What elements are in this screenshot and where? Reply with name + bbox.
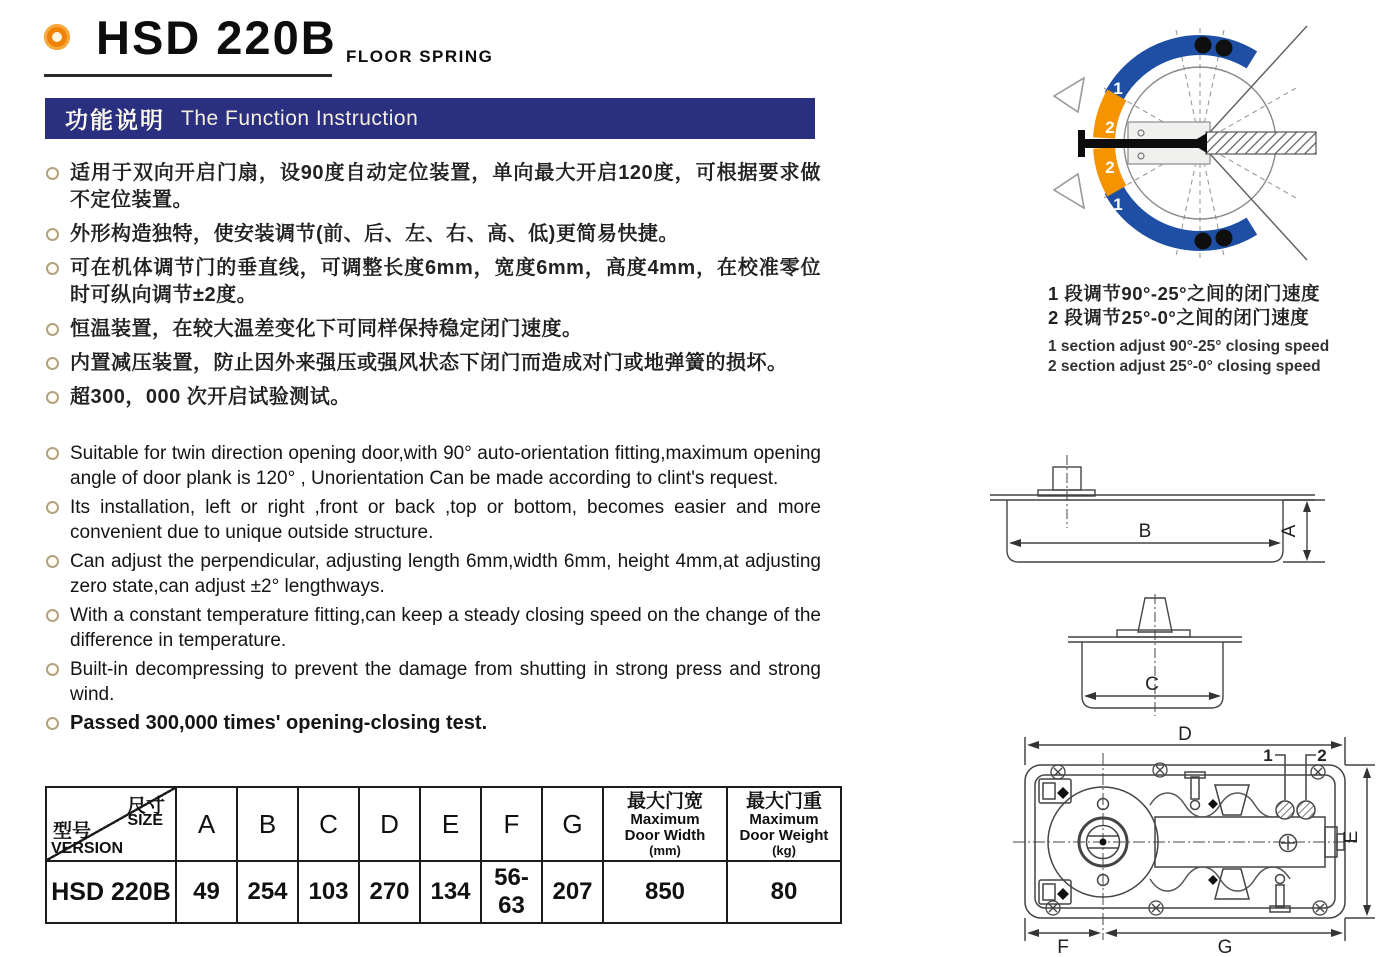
screw-marks — [1057, 787, 1218, 900]
closing-speed-diagram — [1020, 12, 1380, 274]
bullet-ring-icon — [46, 555, 59, 568]
column-header: F — [481, 787, 542, 861]
caption-en-1: 1 section adjust 90°-25° closing speed — [1048, 338, 1330, 355]
bullet-ring-icon — [46, 717, 59, 730]
column-header: B — [237, 787, 298, 861]
feature-text: 超300，000 次开启试验测试。 — [70, 386, 351, 408]
dim-value-f: 56-63 — [481, 861, 542, 923]
list-item — [45, 255, 821, 309]
side-view-drawing — [985, 450, 1385, 578]
function-instruction-bar — [45, 98, 815, 139]
dim-value-c: 103 — [298, 861, 359, 923]
features-list-en — [45, 441, 821, 740]
max-door-weight-header — [727, 787, 841, 861]
dim-e-label: E — [1341, 830, 1362, 844]
list-item — [45, 711, 821, 736]
dim-c-label: C — [1145, 674, 1159, 695]
feature-text: Built-in decompressing to prevent the damage from shutting in strong press and strong wind. — [70, 659, 821, 705]
dim-value-a: 49 — [176, 861, 237, 923]
header-en: Maximum — [630, 811, 700, 828]
list-item — [45, 495, 821, 545]
top-view-drawing — [1005, 725, 1400, 957]
product-title: HSD 220B — [96, 11, 337, 64]
dim-value-b: 254 — [237, 861, 298, 923]
end-view-drawing — [1060, 594, 1320, 719]
column-header: E — [420, 787, 481, 861]
section-title-en: The Function Instruction — [181, 106, 419, 130]
bullet-ring-icon — [46, 663, 59, 676]
max-width-value: 850 — [603, 861, 727, 923]
spec-table — [45, 786, 842, 924]
column-header: C — [298, 787, 359, 861]
title-underline — [44, 74, 332, 77]
bullet-ring-icon — [46, 167, 59, 180]
door-frame-hatch — [1206, 132, 1316, 154]
list-item — [45, 657, 821, 707]
version-value: HSD 220B — [46, 861, 176, 923]
column-header: G — [542, 787, 603, 861]
header-unit: (kg) — [772, 843, 796, 858]
bullet-ring-icon — [46, 323, 59, 336]
bullet-ring-icon — [46, 357, 59, 370]
section-title-zh: 功能说明 — [65, 107, 165, 133]
list-item — [45, 221, 821, 248]
header-unit: (mm) — [649, 843, 681, 858]
header-zh: 最大门宽 — [626, 791, 703, 812]
header-zh: 最大门重 — [745, 791, 822, 812]
column-header: D — [359, 787, 420, 861]
feature-text: With a constant temperature fitting,can keep a steady closing speed on the change of the difference in temperature. — [70, 605, 821, 651]
column-header: A — [176, 787, 237, 861]
list-item — [45, 441, 821, 491]
table-header-row — [46, 787, 841, 861]
max-door-width-header — [603, 787, 727, 861]
header-en: Maximum — [749, 811, 819, 828]
dimension-arrowheads — [1009, 501, 1311, 561]
bullet-ring-icon — [46, 228, 59, 241]
features-list-zh — [45, 160, 821, 418]
feature-text: 可在机体调节门的垂直线，可调整长度6mm，宽度6mm，高度4mm，在校准零位时可纵向调节±2度。 — [70, 257, 821, 306]
feature-text: 内置减压装置，防止因外来强压或强风状态下闭门而造成对门或地弹簧的损坏。 — [70, 352, 788, 374]
dim-value-g: 207 — [542, 861, 603, 923]
max-weight-value: 80 — [727, 861, 841, 923]
version-label-en: VERSION — [51, 840, 124, 857]
list-item — [45, 603, 821, 653]
feature-text: 外形构造独特，使安装调节(前、后、左、右、高、低)更简易快捷。 — [70, 223, 679, 245]
bullet-ring-icon — [46, 391, 59, 404]
dim-value-d: 270 — [359, 861, 420, 923]
dim-b-label: B — [1138, 521, 1152, 542]
dim-value-e: 134 — [420, 861, 481, 923]
zone1-label: 1 — [1113, 195, 1123, 214]
list-item — [45, 384, 821, 411]
list-item — [45, 350, 821, 377]
list-item — [45, 316, 821, 343]
callout-2-label: 2 — [1317, 746, 1327, 765]
caption-zh-1: 1 段调节90°-25°之间的闭门速度 — [1048, 283, 1321, 304]
feature-text: Can adjust the perpendicular, adjusting length 6mm,width 6mm, height 4mm,at adjusting zero state,can adjust ±2° lengthways. — [70, 551, 821, 597]
brand-logo-icon — [44, 24, 70, 50]
callout-1-label: 1 — [1263, 746, 1273, 765]
bullet-ring-icon — [46, 501, 59, 514]
header-en: Door Width — [624, 827, 706, 844]
caption-en-2: 2 section adjust 25°-0° closing speed — [1048, 358, 1321, 375]
feature-text: Passed 300,000 times' opening-closing test. — [70, 712, 488, 734]
speed-diagram-caption — [1048, 282, 1388, 376]
list-item — [45, 549, 821, 599]
dim-f-label: F — [1057, 937, 1069, 957]
dim-g-label: G — [1217, 937, 1233, 957]
bullet-ring-icon — [46, 262, 59, 275]
feature-text: Its installation, left or right ,front or back ,top or bottom, becomes easier and more convenient due to unique outside structure. — [70, 497, 821, 543]
table-row — [46, 861, 841, 923]
feature-text: 恒温装置，在较大温差变化下可同样保持稳定闭门速度。 — [70, 318, 583, 340]
list-item — [45, 160, 821, 214]
size-label-en: SIZE — [127, 812, 163, 829]
corner-cell — [46, 787, 176, 861]
zone2-label: 2 — [1105, 158, 1115, 177]
dim-d-label: D — [1178, 725, 1192, 745]
product-subtitle: FLOOR SPRING — [346, 47, 494, 66]
version-label-zh: 型号 — [53, 821, 92, 842]
feature-text: 适用于双向开启门扇，设90度自动定位装置，单向最大开启120度，可根据要求做不定位装置。 — [70, 162, 821, 211]
bullet-ring-icon — [46, 447, 59, 460]
zone2-label: 2 — [1105, 118, 1115, 137]
header-en: Door Weight — [739, 827, 829, 844]
bullet-ring-icon — [46, 609, 59, 622]
feature-text: Suitable for twin direction opening door,with 90° auto-orientation fitting,maximum opening angle of door plank is 120° , Unorientation Can be made according to clint's request. — [70, 443, 821, 489]
dim-a-label: A — [1279, 524, 1300, 538]
size-label-zh: 尺寸 — [126, 796, 165, 817]
caption-zh-2: 2 段调节25°-0°之间的闭门速度 — [1048, 307, 1310, 328]
zone1-label: 1 — [1113, 79, 1123, 98]
